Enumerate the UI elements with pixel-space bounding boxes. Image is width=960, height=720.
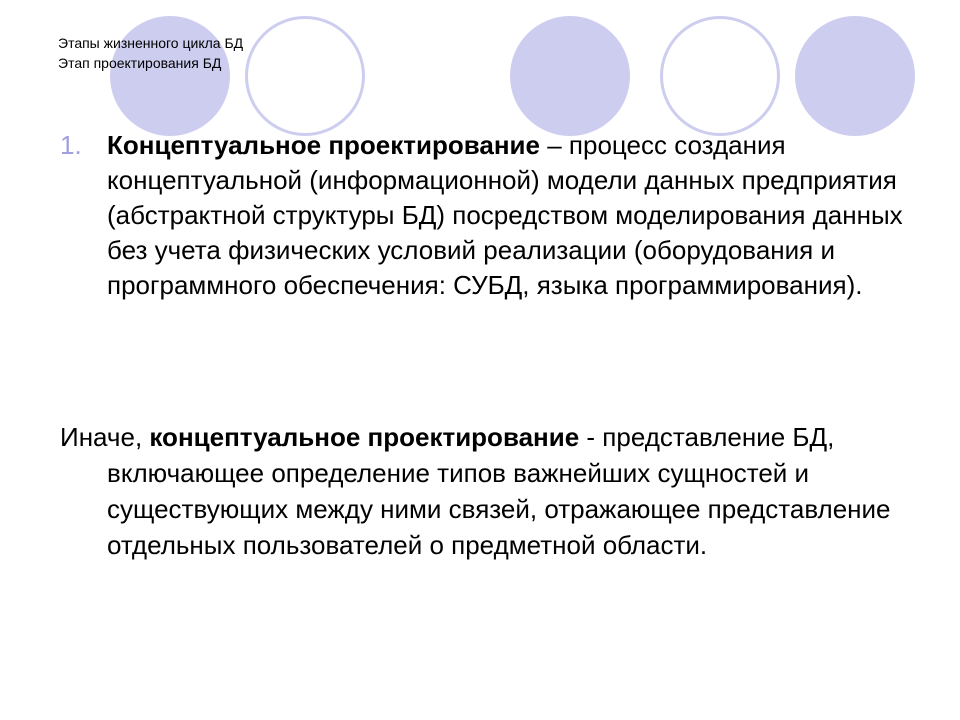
decorative-circle-filled bbox=[795, 16, 915, 136]
decorative-circle-filled bbox=[510, 16, 630, 136]
header-line-2: Этап проектирования БД bbox=[58, 55, 222, 71]
para-prefix: Иначе, bbox=[60, 422, 150, 452]
item-term: Концептуальное проектирование bbox=[107, 130, 540, 160]
item-body bbox=[107, 128, 910, 303]
para-text: - представление БД, включающее определение типов важнейших сущностей и существующих между ними связей, отражающее представление отдельных пользователей о предметной области. bbox=[107, 422, 891, 560]
decorative-circle-outline bbox=[245, 16, 365, 136]
numbered-item-1 bbox=[60, 128, 910, 303]
paragraph-alternative bbox=[60, 419, 910, 563]
item-number: 1. bbox=[60, 130, 82, 160]
slide-header bbox=[58, 33, 243, 73]
para-term: концептуальное проектирование bbox=[149, 422, 580, 452]
header-line-1: Этапы жизненного цикла БД bbox=[58, 35, 244, 51]
decorative-circle-outline bbox=[660, 16, 780, 136]
item-text: – процесс создания концептуальной (информационной) модели данных предприятия (абстрактной структуры БД) посредством моделирования данных без учета физических условий реализации (оборудования и программного обеспечения: СУБД, языка программирования). bbox=[107, 130, 903, 300]
